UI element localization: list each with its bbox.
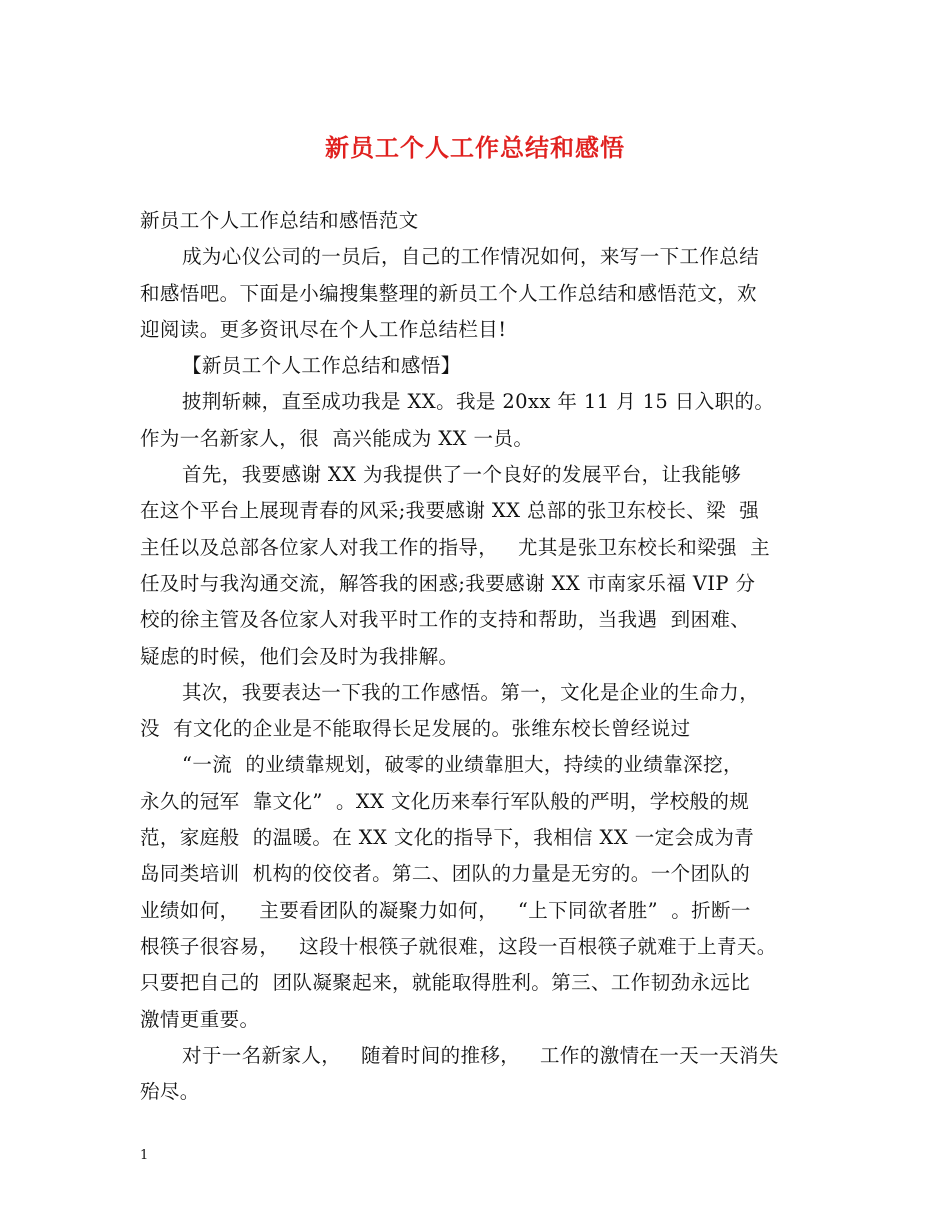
body-line: 永久的冠军 靠文化” 。XX 文化历来奉行军队般的严明，学校般的规 — [140, 789, 750, 813]
body-line: 范，家庭般 的温暖。在 XX 文化的指导下，我相信 XX 一定会成为青 — [140, 826, 755, 850]
body-line: 对于一名新家人， 随着时间的推移， 工作的激情在一天一天消失 — [182, 1043, 779, 1067]
body-line: 激情更重要。 — [140, 1007, 260, 1031]
body-line: 业绩如何， 主要看团队的凝聚力如何， “上下同欲者胜” 。折断一 — [140, 898, 751, 922]
document-title: 新员工个人工作总结和感悟 — [325, 133, 625, 162]
body-line: “一流 的业绩靠规划，破零的业绩靠胆大，持续的业绩靠深挖， — [182, 753, 743, 777]
body-line: 根筷子很容易， 这段十根筷子就很难，这段一百根筷子就难于上青天。 — [140, 934, 777, 958]
body-line: 任及时与我沟通交流，解答我的困惑;我要感谢 XX 市南家乐福 VIP 分 — [140, 571, 756, 595]
body-line: 成为心仪公司的一员后，自己的工作情况如何，来写一下工作总结 — [182, 245, 760, 269]
body-line: 迎阅读。更多资讯尽在个人工作总结栏目! — [140, 317, 507, 341]
body-line: 殆尽。 — [140, 1080, 200, 1104]
body-line: 主任以及总部各位家人对我工作的指导， 尤其是张卫东校长和梁强 主 — [140, 535, 770, 559]
body-line: 在这个平台上展现青春的风采;我要感谢 XX 总部的张卫东校长、梁 强 — [140, 499, 760, 523]
body-line: 只要把自己的 团队凝聚起来，就能取得胜利。第三、工作韧劲永远比 — [140, 971, 751, 995]
body-line: 校的徐主管及各位家人对我平时工作的支持和帮助，当我遇 到困难、 — [140, 608, 751, 632]
body-line: 岛同类培训 机构的佼佼者。第二、团队的力量是无穷的。一个团队的 — [140, 862, 751, 886]
body-line: 和感悟吧。下面是小编搜集整理的新员工个人工作总结和感悟范文，欢 — [140, 281, 757, 305]
body-line: 披荆斩棘，直至成功我是 XX。我是 20xx 年 11 月 15 日入职的。 — [182, 390, 775, 414]
page-number: 1 — [140, 1148, 149, 1163]
body-line: 首先，我要感谢 XX 为我提供了一个良好的发展平台，让我能够 — [182, 463, 742, 487]
document-body — [140, 203, 820, 1110]
body-line: 其次，我要表达一下我的工作感悟。第一，文化是企业的生命力， — [182, 680, 760, 704]
body-line: 疑虑的时候，他们会及时为我排解。 — [140, 644, 459, 668]
body-line: 【新员工个人工作总结和感悟】 — [182, 354, 461, 378]
body-line: 没 有文化的企业是不能取得长足发展的。张维东校长曾经说过 — [140, 717, 691, 741]
body-line: 作为一名新家人，很 高兴能成为 XX 一员。 — [140, 426, 534, 450]
body-line: 新员工个人工作总结和感悟范文 — [140, 209, 419, 232]
